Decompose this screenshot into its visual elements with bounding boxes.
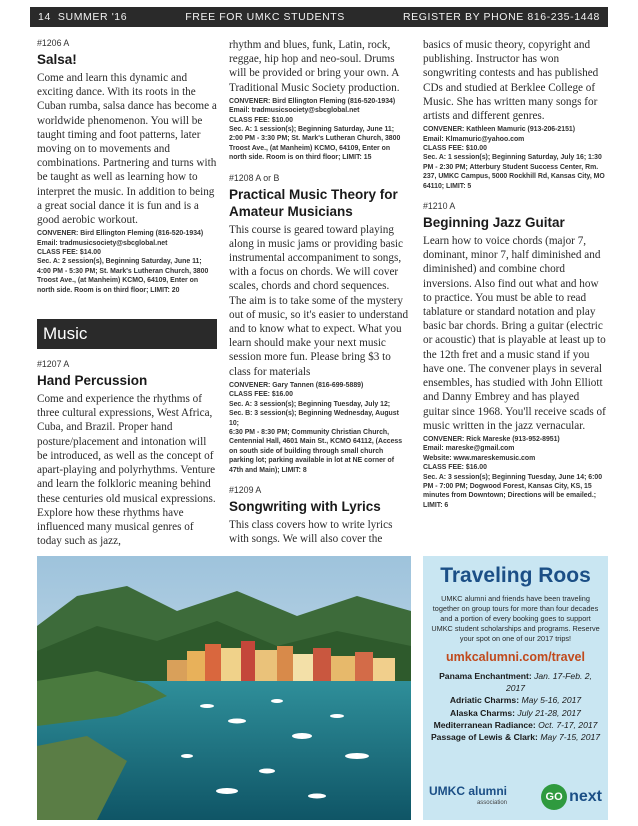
course-details: CONVENER: Bird Ellington Fleming (816-520-1934) Email: tradmusicsociety@sbcglobal.net CLASS FEE: $10.00 Sec. A: 1 session(s); Beginning Saturday, June 11; 2:00 PM - 3:30 PM; St. Mark's Lutheran Church, 3800 Troost Ave., (at Manheim) KCMO, 64109, Enter on north side. Room is on third floor; LIMIT: 15 xyxy=(229,97,401,162)
trip-name: Alaska Charms: xyxy=(450,707,516,718)
course-details: CONVENER: Bird Ellington Fleming (816-520-1934) Email: tradmusicsociety@sbcglobal.net CLASS FEE: $14.00 Sec. A: 2 session(s), Beginning Saturday, June 11; 4:00 PM - 5:30 PM; St. Mark's Lutheran Church, 3800 Troost Ave., (at Manheim) KCMO, 64109, Enter on north side. Room is on third floor; LIMIT: 20 xyxy=(37,230,209,294)
trip-name: Adriatic Charms: xyxy=(449,695,520,706)
page-number-season: 14 SUMMER '16 xyxy=(38,11,128,23)
trip-name: Panama Enchantment: xyxy=(439,671,532,681)
umkc-logo-text: UMKC alumni xyxy=(429,784,507,798)
trip-item xyxy=(429,670,602,694)
course-title: Hand Percussion xyxy=(37,373,148,389)
go-next-logo xyxy=(541,784,602,810)
course-code: #1208 A or B xyxy=(229,172,280,183)
section-heading-music: Music xyxy=(37,319,217,349)
course-code: #1209 A xyxy=(229,484,262,495)
trip-item xyxy=(429,694,602,706)
header-tagline: FREE FOR UMKC STUDENTS xyxy=(185,11,345,23)
course-details: CONVENER: Gary Tannen (816-699-5889) CLASS FEE: $16.00 Sec. A: 3 session(s); Beginning Tuesday, July 12; Sec. B: 3 session(s); Beginning Wednesday, August 10; 6:30 PM - 8:30 PM; Community Christian Church, Centennial Hall, 4601 Main St., KCMO 64112, (Access on south side of building through small church parking lot; parking available in lot at NE corner of 47th and Main); LIMIT: 8 xyxy=(229,381,403,474)
ad-logos xyxy=(429,780,602,814)
ad-url-link[interactable]: umkcalumni.com/travel xyxy=(446,650,585,664)
umkc-logo-subtext: association xyxy=(476,800,507,806)
trip-name: Mediterranean Radiance: xyxy=(433,719,536,730)
course-title: Practical Music Theory for Amateur Musicians xyxy=(229,186,398,219)
trip-dates: Jan. 17-Feb. 2, 2017 xyxy=(505,671,592,694)
course-details: CONVENER: Kathleen Mamuric (913-206-2151) Email: Klmamuric@yahoo.com CLASS FEE: $10.00 Sec. A: 1 session(s); Beginning Saturday, July 16; 1:30 PM - 2:30 PM; Atterbury Student Success Center, Rm. 237, UMKC Campus, 5000 Rockhill Rd, Kansas City, MO 64110; LIMIT: 5 xyxy=(423,126,605,190)
trip-item xyxy=(429,707,602,719)
column-1 xyxy=(37,38,217,548)
ad-description: UMKC alumni and friends have been traveling together on group tours for more than four decades and a portion of every booking goes to support UMKC student scholarships and programs. Reserve your spot on one of our 2017 trips! xyxy=(431,594,600,643)
register-phone: REGISTER BY PHONE 816-235-1448 xyxy=(403,11,600,23)
umkc-alumni-logo xyxy=(429,785,507,809)
go-circle-icon: GO xyxy=(541,784,567,810)
column-3 xyxy=(423,38,608,510)
page-header xyxy=(30,7,608,27)
course-description: This course is geared toward playing along in music jams or providing basic instrumental accompaniment to songs, with a focus on chords. We will cover scales, chords and chord sequences. The aim is to take some of the mystery out of music, so it's easier to understand and to know what to expect. What you learn should make your next music session more fun. Please bring $3 to class for materials xyxy=(229,223,409,378)
course-code: #1207 A xyxy=(37,359,70,370)
course-title: Salsa! xyxy=(37,52,77,67)
course-description: Come and experience the rhythms of three cultural expressions, West Africa, Cuba, and Brazil. Proper hand posture/placement and intonation will be introduced, as well as the concept of apart-playing and polyrhythms. Venture and learn the folkloric meaning behind these centuries old musical expressions. Explore how these rhythms have influenced many musical genres of today such as jazz, xyxy=(37,393,216,548)
trip-item xyxy=(429,731,602,743)
harbor-village-photo xyxy=(37,556,411,820)
trip-item xyxy=(429,719,602,731)
traveling-roos-ad xyxy=(423,556,608,820)
course-code: #1210 A xyxy=(423,201,456,212)
course-description-continued: rhythm and blues, funk, Latin, rock, reggae, hip hop and neo-soul. Drums will be provided or bring your own. A Traditional Music Society production. xyxy=(229,39,400,94)
trip-dates: July 21-28, 2017 xyxy=(517,707,581,718)
column-2 xyxy=(229,38,409,546)
harbor-illustration xyxy=(37,556,411,820)
course-title: Songwriting with Lyrics xyxy=(229,498,381,514)
next-logo-text: next xyxy=(569,788,602,805)
trip-dates: Oct. 7-17, 2017 xyxy=(538,719,598,730)
course-description-continued: basics of music theory, copyright and publishing. Instructor has won songwriting contests and has published CDs and studied at Berklee College of Music. She has written many songs for artists and different genres. xyxy=(423,39,599,123)
course-title: Beginning Jazz Guitar xyxy=(423,215,565,231)
course-description: Come and learn this dynamic and exciting dance. With its roots in the Cuban rumba, salsa dance has become a worldwide phenomenon. You will be taught timing and foot patterns, later moving on to movements and combinations. Partnering and turns with be taught as well as learning how to interpret the music. In addition to being a great social dance it is fun and is a good aerobic workout. xyxy=(37,72,217,227)
trip-dates: May 7-15, 2017 xyxy=(540,732,601,743)
course-code: #1206 A xyxy=(37,38,70,48)
course-description: Learn how to voice chords (major 7, dominant, minor 7, half diminished and diminished) and combine chord inversions. Also find out what and how to practice. You must be able to read tablature or standard notation and play basic bar chords. Bring a guitar (electric or acoustic) that is playable at least up to the 12th fret and a music stand if you have one. The convener plays in several ensembles, has studied with John Elliott and Danny Embrey and has played guitar since 1968. You'll receive scads of music written in the jazz vernacular. xyxy=(423,235,606,432)
trip-name: Passage of Lewis & Clark: xyxy=(430,732,538,743)
course-details: CONVENER: Rick Mareske (913-952-8951) Email: mareske@gmail.com Website: www.mareskemusic.com CLASS FEE: $16.00 Sec. A: 3 session(s); Beginning Tuesday, June 14; 6:00 PM - 7:00 PM; Dogwood Forest, Kansas City, KS, 15 minutes from Downtown; Directions will be emailed.; LIMIT: 6 xyxy=(423,435,603,509)
course-description: This class covers how to write lyrics with songs. We will also cover the xyxy=(229,518,393,546)
ad-title: Traveling Roos xyxy=(440,564,591,587)
trip-dates: May 5-16, 2017 xyxy=(521,695,582,706)
